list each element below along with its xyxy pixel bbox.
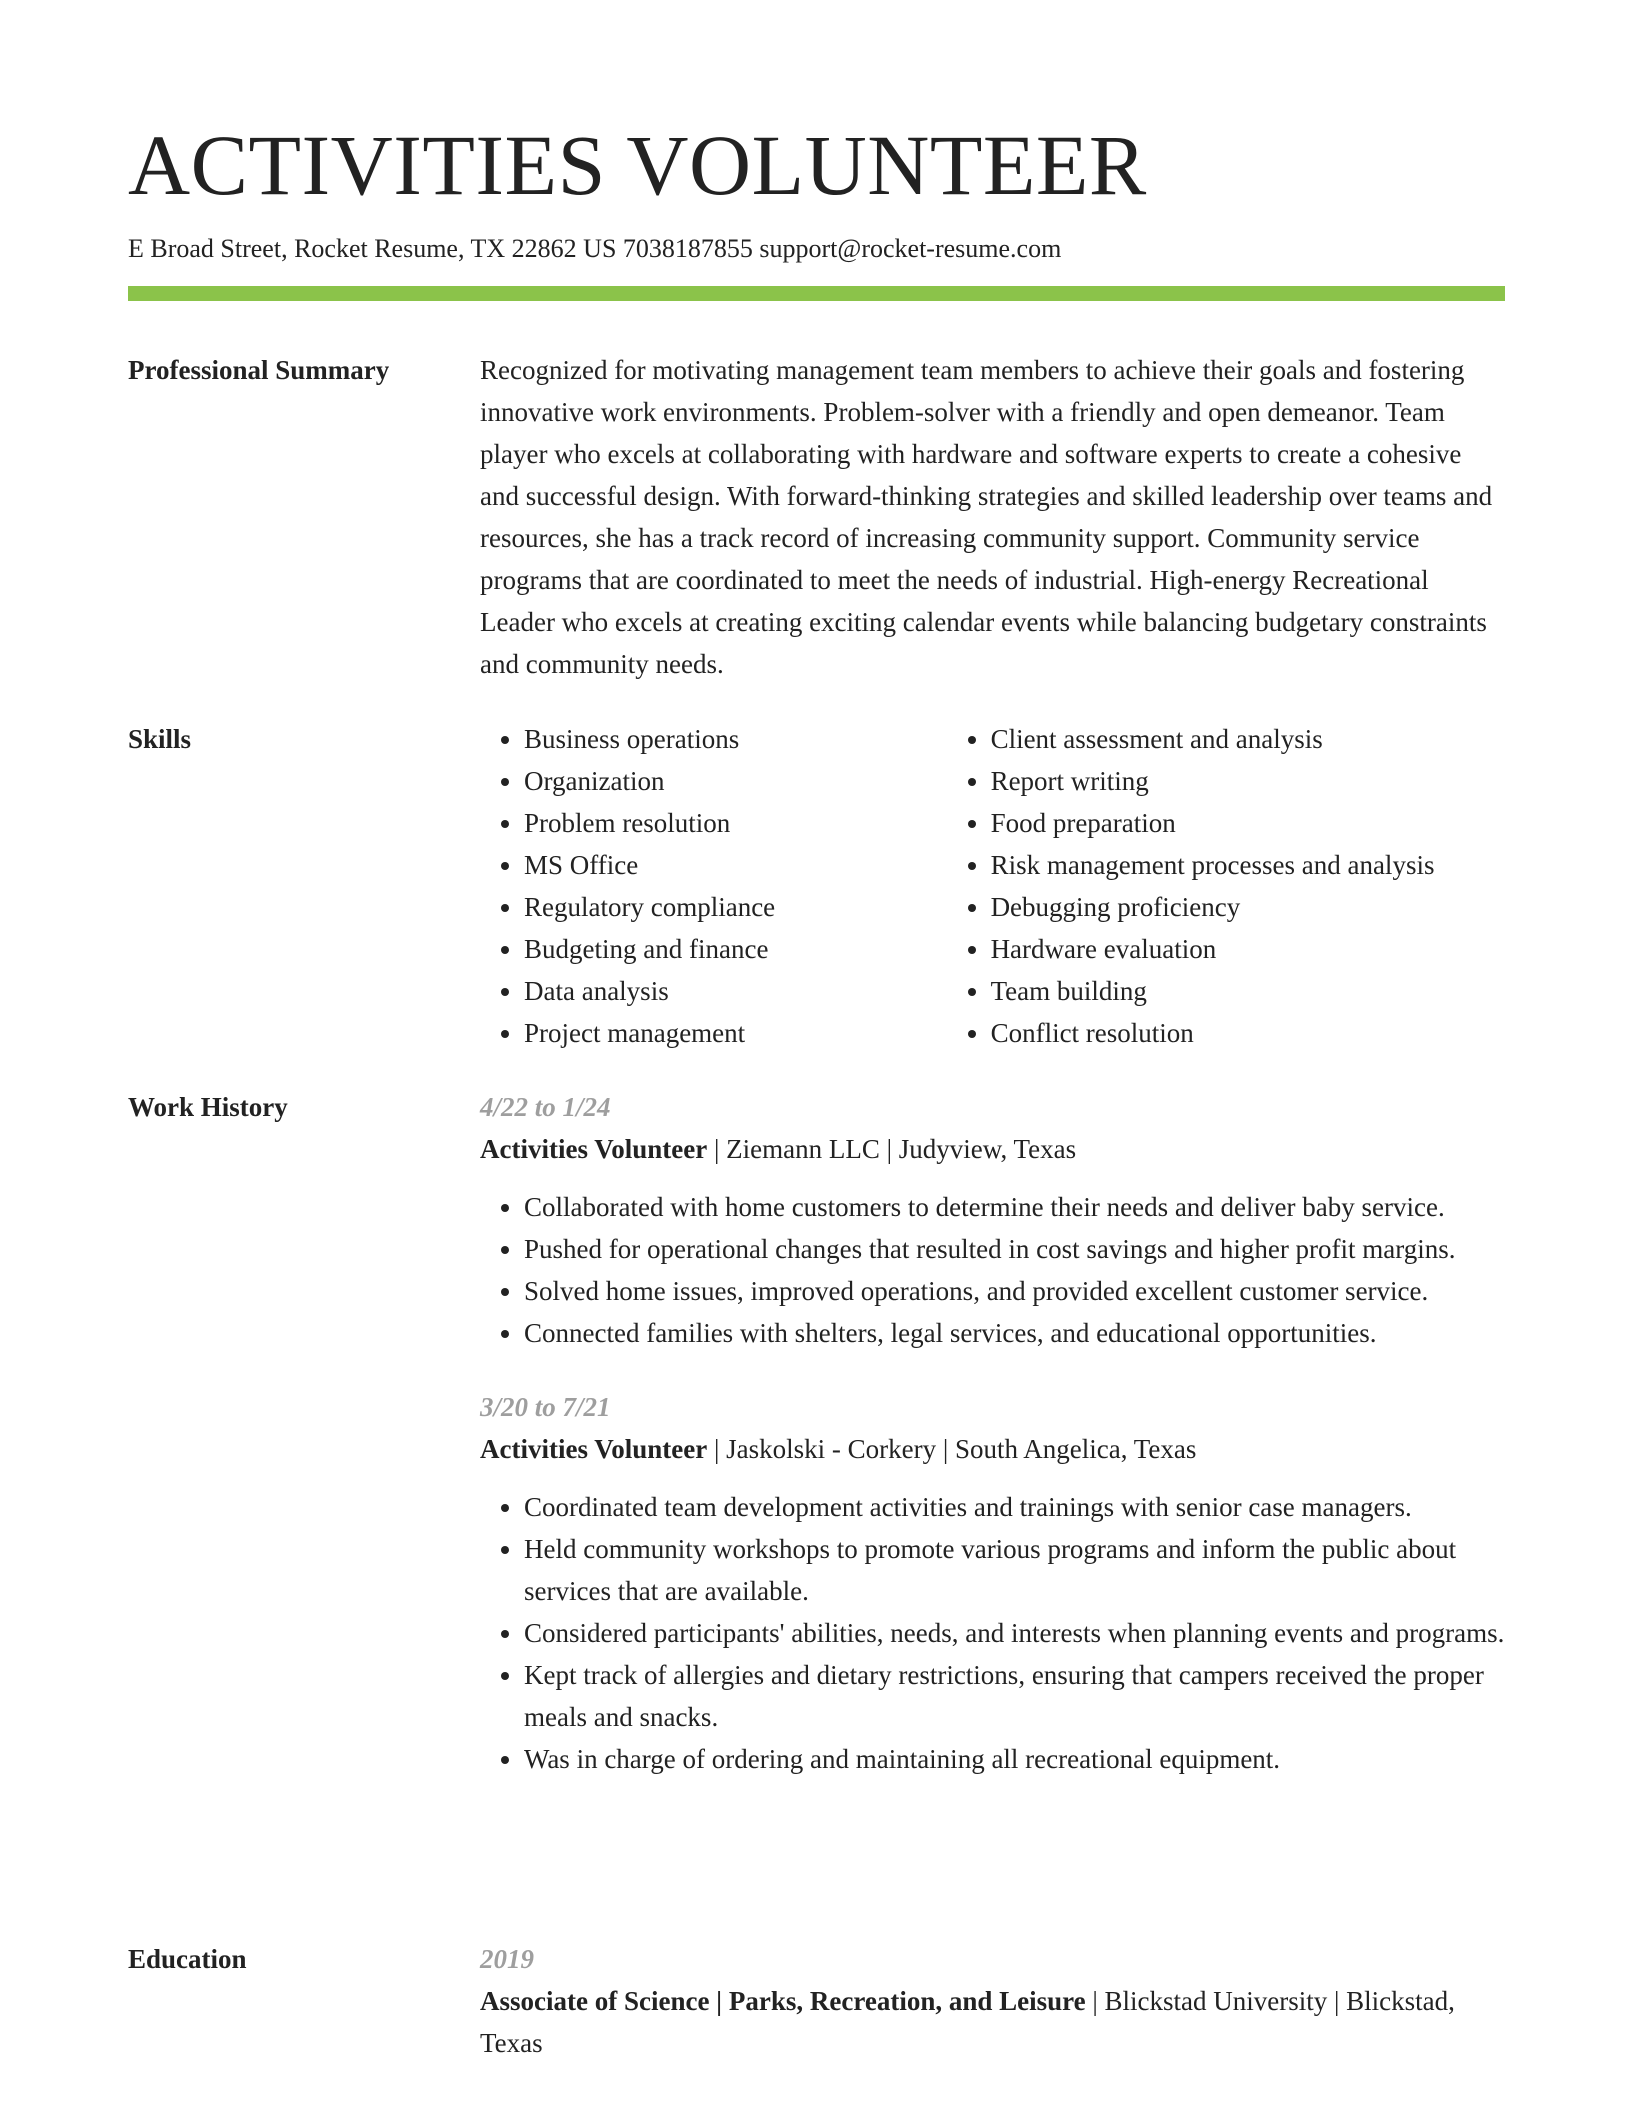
skill-item: • Client assessment and analysis: [991, 718, 1505, 760]
skill-item: • Team building: [991, 970, 1505, 1012]
job-entry: [480, 1386, 1505, 1780]
skill-item: • Hardware evaluation: [991, 928, 1505, 970]
job-date: 3/20 to 7/21: [480, 1392, 611, 1422]
education-entry: [480, 1938, 1505, 2064]
job-duty-item: • Kept track of allergies and dietary restrictions, ensuring that campers received the proper meals and snacks.: [524, 1654, 1505, 1738]
education-heading-line: [480, 1980, 1505, 2064]
skills-body: [480, 718, 1505, 1054]
skills-list-right: [947, 718, 1505, 1054]
skill-item: • Budgeting and finance: [524, 928, 947, 970]
job-duties: [480, 1186, 1505, 1354]
skill-item: • Regulatory compliance: [524, 886, 947, 928]
job-heading: [480, 1128, 1505, 1170]
job-employer-location: | Ziemann LLC | Judyview, Texas: [707, 1134, 1077, 1164]
skill-item: • Project management: [524, 1012, 947, 1054]
summary-body: [480, 349, 1505, 685]
skill-item: • Data analysis: [524, 970, 947, 1012]
skill-item: • Organization: [524, 760, 947, 802]
contact-info: E Broad Street, Rocket Resume, TX 22862 US 7038187855 support@rocket-resume.com: [128, 234, 1062, 263]
skill-item: • Report writing: [991, 760, 1505, 802]
job-duty-item: • Solved home issues, improved operations, and provided excellent customer service.: [524, 1270, 1505, 1312]
education-body: [480, 1938, 1505, 2064]
job-title: Activities Volunteer: [480, 1434, 708, 1464]
job-duties: [480, 1486, 1505, 1780]
education-date: 2019: [480, 1944, 534, 1974]
work-history-body: [480, 1086, 1505, 1780]
education-heading: Education: [128, 1944, 247, 1974]
job-title: Activities Volunteer: [480, 1134, 708, 1164]
header-divider: [128, 286, 1505, 301]
job-duty-item: • Coordinated team development activities and trainings with senior case managers.: [524, 1486, 1505, 1528]
skill-item: • Food preparation: [991, 802, 1505, 844]
education-school-location: | Blickstad University | Blickstad, Texas: [480, 1986, 1455, 2058]
skills-list-left: [480, 718, 947, 1054]
job-duty-item: • Considered participants' abilities, needs, and interests when planning events and programs.: [524, 1612, 1505, 1654]
summary-text: Recognized for motivating management team members to achieve their goals and fostering innovative work environments. Problem-solver with a friendly and open demeanor. Team player who excels at collaborating with hardware and software experts to create a cohesive and successful design. With forward-thinking strategies and skilled leadership over teams and resources, she has a track record of increasing community support. Community service programs that are coordinated to meet the needs of industrial. High-energy Recreational Leader who excels at creating exciting calendar events while balancing budgetary constraints and community needs.: [480, 355, 1493, 679]
skill-item: • Debugging proficiency: [991, 886, 1505, 928]
skill-item: • Business operations: [524, 718, 947, 760]
candidate-name: ACTIVITIES VOLUNTEER: [128, 117, 1147, 213]
skill-item: • Problem resolution: [524, 802, 947, 844]
work-history-heading: Work History: [128, 1092, 288, 1122]
summary-heading: Professional Summary: [128, 355, 390, 385]
skill-item: • MS Office: [524, 844, 947, 886]
job-duty-item: • Pushed for operational changes that resulted in cost savings and higher profit margins.: [524, 1228, 1505, 1270]
job-date: 4/22 to 1/24: [480, 1092, 611, 1122]
job-heading: [480, 1428, 1505, 1470]
job-entry: [480, 1086, 1505, 1354]
education-degree: Associate of Science | Parks, Recreation, and Leisure: [480, 1986, 1086, 2016]
skills-heading: Skills: [128, 724, 192, 754]
job-duty-item: • Was in charge of ordering and maintaining all recreational equipment.: [524, 1738, 1505, 1780]
job-duty-item: • Collaborated with home customers to determine their needs and deliver baby service.: [524, 1186, 1505, 1228]
skills-columns: [480, 718, 1505, 1054]
job-employer-location: | Jaskolski - Corkery | South Angelica, Texas: [707, 1434, 1197, 1464]
skill-item: • Risk management processes and analysis: [991, 844, 1505, 886]
job-duty-item: • Held community workshops to promote various programs and inform the public about services that are available.: [524, 1528, 1505, 1612]
skill-item: • Conflict resolution: [991, 1012, 1505, 1054]
job-duty-item: • Connected families with shelters, legal services, and educational opportunities.: [524, 1312, 1505, 1354]
